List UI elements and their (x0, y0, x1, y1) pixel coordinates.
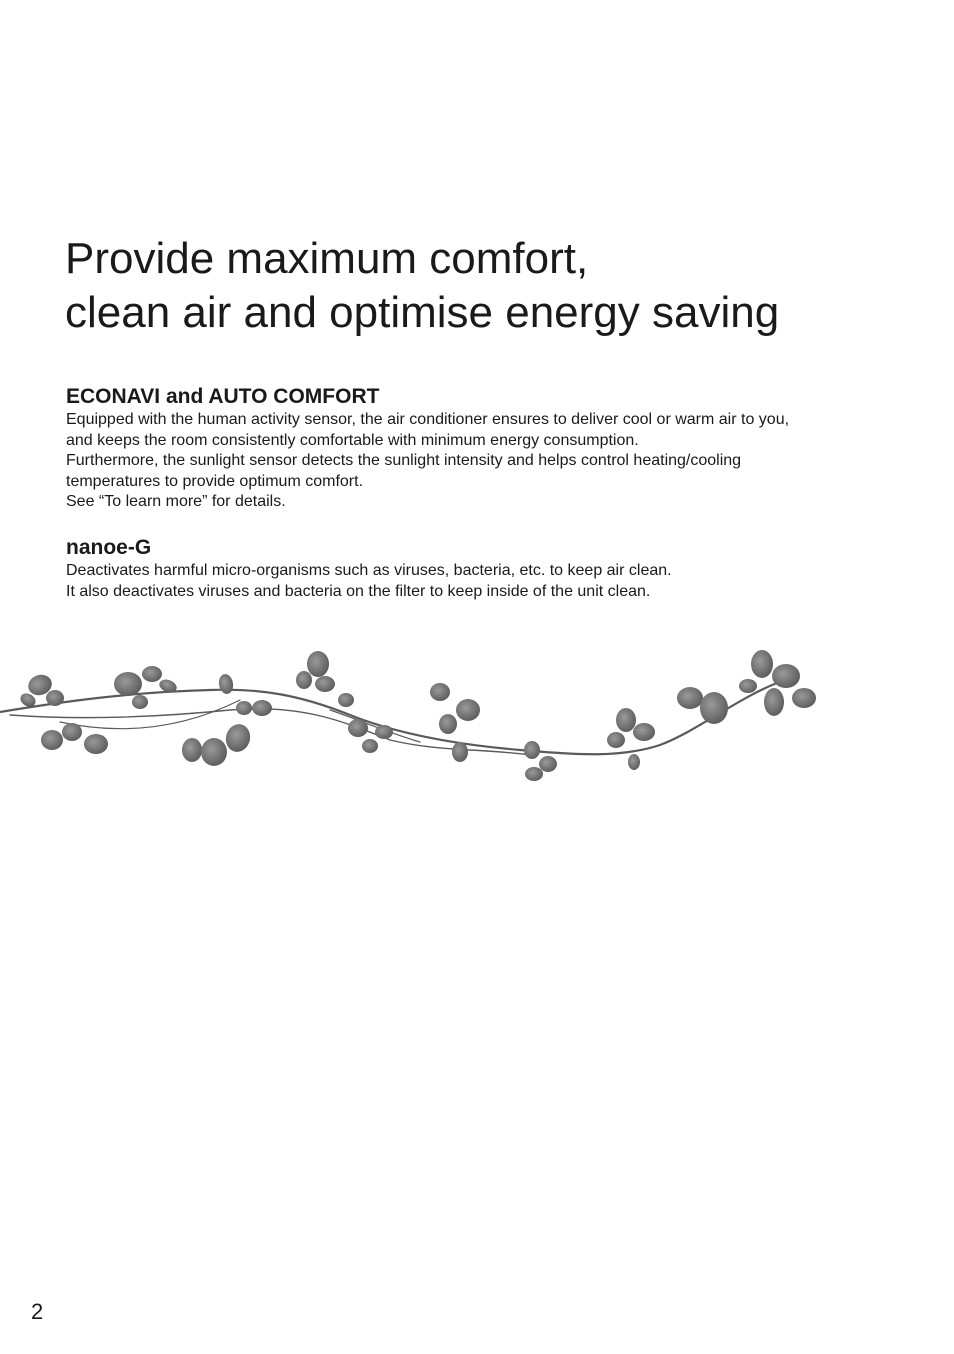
page-title-line-1: Provide maximum comfort, (65, 234, 589, 283)
leaf-15 (252, 700, 272, 716)
leaf-9 (132, 695, 148, 709)
leaf-17 (307, 651, 329, 677)
page-title-line-2: clean air and optimise energy saving (65, 288, 780, 337)
leaf-34 (628, 754, 640, 770)
leaf-31 (616, 708, 636, 732)
leaf-11 (182, 738, 202, 762)
decorative-vine-illustration (0, 640, 830, 790)
leaf-38 (772, 664, 800, 688)
page-title (65, 232, 925, 340)
leaf-40 (792, 688, 816, 708)
leaf-39 (764, 688, 784, 716)
leaf-12 (201, 738, 227, 766)
econavi-section (66, 384, 906, 513)
econavi-text-line-5: See “To learn more” for details. (66, 493, 286, 510)
leaf-16 (236, 701, 252, 715)
page-number: 2 (31, 1299, 44, 1324)
leaf-33 (607, 732, 625, 748)
econavi-text-line-2: and keeps the room consistently comfortable with minimum energy consumption. (66, 431, 639, 449)
leaf-36 (700, 692, 728, 724)
leaf-18 (315, 676, 335, 692)
leaf-6 (84, 734, 108, 754)
econavi-text-line-4: temperatures to provide optimum comfort. (66, 472, 364, 490)
leaf-30 (525, 767, 543, 781)
leaf-32 (633, 723, 655, 741)
nanoe-section (66, 535, 906, 602)
leaf-25 (456, 699, 480, 721)
leaf-13 (223, 721, 253, 754)
leaf-35 (677, 687, 703, 709)
leaf-14 (217, 673, 234, 695)
leaf-28 (524, 741, 540, 759)
leaf-23 (375, 725, 393, 739)
nanoe-heading: nanoe-G (66, 536, 152, 559)
leaf-20 (338, 693, 354, 707)
leaf-2 (46, 690, 64, 706)
econavi-text-line-3: Furthermore, the sunlight sensor detects the sunlight intensity and helps control heating/cooling (66, 452, 742, 469)
leaf-29 (539, 756, 557, 772)
leaf-21 (348, 719, 368, 737)
leaf-27 (452, 742, 468, 762)
leaf-37 (751, 650, 773, 678)
leaf-26 (439, 714, 457, 734)
econavi-text-line-1: Equipped with the human activity sensor, the air conditioner ensures to deliver cool or warm air to you, (66, 411, 790, 428)
nanoe-text-line-2: It also deactivates viruses and bacteria on the filter to keep inside of the unit clean. (66, 582, 651, 600)
leaf-41 (739, 679, 757, 693)
econavi-heading: ECONAVI and AUTO COMFORT (66, 385, 380, 408)
leaf-22 (362, 739, 378, 753)
nanoe-text-line-1: Deactivates harmful micro-organisms such as viruses, bacteria, etc. to keep air clean. (66, 562, 672, 579)
leaf-7 (114, 672, 142, 696)
vine-leaves (18, 650, 816, 781)
leaf-24 (430, 683, 450, 701)
leaf-19 (296, 671, 312, 689)
leaf-4 (41, 730, 63, 750)
leaf-5 (62, 723, 82, 741)
leaf-8 (142, 666, 162, 682)
